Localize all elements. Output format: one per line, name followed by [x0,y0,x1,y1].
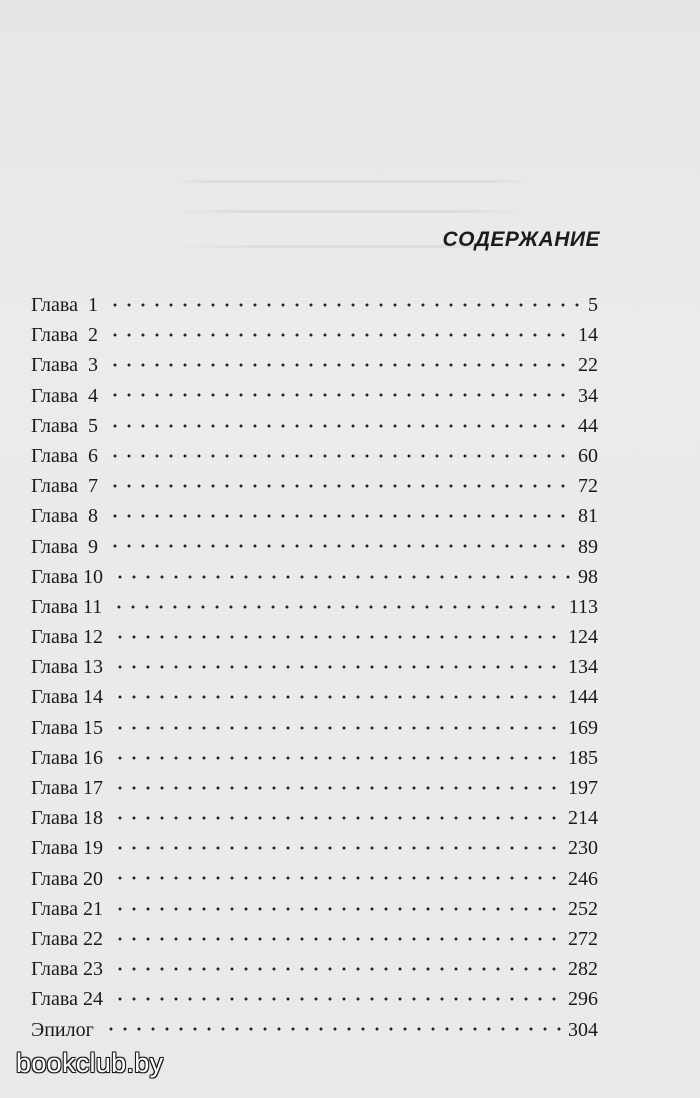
toc-entry-page-number: 296 [568,988,598,1011]
toc-entry-label: Глава 1 [31,294,98,316]
toc-entry-label: Глава 4 [31,384,98,407]
toc-entry-label: Эпилог [31,1018,94,1041]
toc-entry [31,562,598,592]
dot-leader [113,714,564,734]
dot-leader [108,442,574,462]
toc-entry-label: Глава 10 [31,565,103,588]
dot-leader [113,925,564,945]
watermark-logo: bookclub.by [16,1048,164,1078]
toc-entry-label: Глава 21 [31,897,103,920]
toc-entry-page-number: 214 [568,807,598,830]
dot-leader [108,533,574,553]
toc-entry-page-number: 113 [568,595,598,618]
toc-entry-page-number: 272 [568,927,598,950]
toc-entry-page-number: 282 [568,958,598,981]
toc-entry-page-number: 169 [568,716,598,739]
dot-leader [108,472,574,492]
toc-entry-page-number: 252 [568,897,598,920]
toc-title: СОДЕРЖАНИЕ [442,228,600,251]
toc-entry-page-number: 246 [568,867,598,890]
toc-entry-page-number: 34 [578,384,598,407]
toc-entry [31,622,598,652]
toc-entry [31,743,598,773]
toc-entry-label: Глава 5 [31,414,98,437]
dot-leader [113,623,564,643]
toc-entry-page-number: 14 [578,324,598,347]
toc-entry [31,773,598,803]
dot-leader [113,804,564,824]
toc-entry [31,833,598,863]
toc-entry-page-number: 60 [578,444,598,467]
toc-entry [31,682,598,712]
toc-entry-page-number: 134 [568,656,598,679]
toc-entry-label: Глава 12 [31,626,103,649]
toc-entry-label: Глава 15 [31,716,103,739]
toc-entry-label: Глава 7 [31,475,98,498]
toc-entry [31,471,598,501]
toc-entry [31,924,598,954]
toc-entry-label: Глава 20 [31,867,103,890]
toc-entry-page-number: 22 [578,354,598,377]
show-through-print [170,170,530,270]
dot-leader [108,382,574,402]
toc-entry [31,803,598,833]
toc-entry-label: Глава 22 [31,927,103,950]
dot-leader [108,321,574,341]
toc-entry-label: Глава 23 [31,958,103,981]
table-of-contents [31,290,598,1045]
toc-entry-page-number: 197 [568,777,598,799]
toc-entry [31,411,598,441]
dot-leader [108,291,584,311]
toc-entry-label: Глава 8 [31,505,98,528]
toc-entry [31,350,598,380]
toc-entry-label: Глава 13 [31,656,103,679]
toc-entry-page-number: 89 [578,535,598,558]
dot-leader [113,895,564,915]
dot-leader [112,593,565,613]
toc-entry [31,532,598,562]
toc-entry-page-number: 72 [578,475,598,498]
toc-entry-page-number: 124 [568,626,598,649]
dot-leader [113,985,564,1005]
toc-entry-page-number: 98 [578,565,598,588]
toc-entry-label: Глава 16 [31,746,103,769]
toc-entry-label: Глава 24 [31,988,103,1011]
toc-entry [31,713,598,743]
toc-entry [31,320,598,350]
toc-entry-page-number: 185 [568,746,598,769]
dot-leader [104,1016,564,1036]
toc-entry-label: Глава 2 [31,324,98,347]
dot-leader [113,774,564,794]
toc-entry-label: Глава 11 [31,595,103,618]
toc-entry [31,381,598,411]
dot-leader [113,683,564,703]
dot-leader [113,865,564,885]
dot-leader [113,653,564,673]
toc-entry [31,441,598,471]
toc-entry [31,652,598,682]
dot-leader [108,412,574,432]
toc-entry-page-number: 81 [578,505,598,528]
toc-entry-page-number: 304 [568,1018,598,1041]
toc-entry [31,894,598,924]
toc-entry [31,290,598,320]
dot-leader [113,563,574,583]
toc-entry-page-number: 144 [568,686,598,709]
dot-leader [108,502,574,522]
toc-entry [31,954,598,984]
toc-entry-label: Глава 17 [31,777,103,799]
toc-entry [31,501,598,531]
toc-entry-page-number: 5 [588,294,598,316]
toc-entry-label: Глава 18 [31,807,103,830]
toc-entry-label: Глава 3 [31,354,98,377]
toc-entry-label: Глава 19 [31,837,103,860]
dot-leader [108,351,574,371]
toc-entry [31,864,598,894]
toc-entry [31,592,598,622]
toc-entry-label: Глава 14 [31,686,103,709]
toc-entry-page-number: 230 [568,837,598,860]
toc-entry [31,984,598,1014]
toc-entry-label: Глава 9 [31,535,98,558]
toc-entry-label: Глава 6 [31,444,98,467]
dot-leader [113,744,564,764]
dot-leader [113,834,564,854]
toc-entry-page-number: 44 [578,414,598,437]
toc-entry [31,1015,598,1045]
dot-leader [113,955,564,975]
